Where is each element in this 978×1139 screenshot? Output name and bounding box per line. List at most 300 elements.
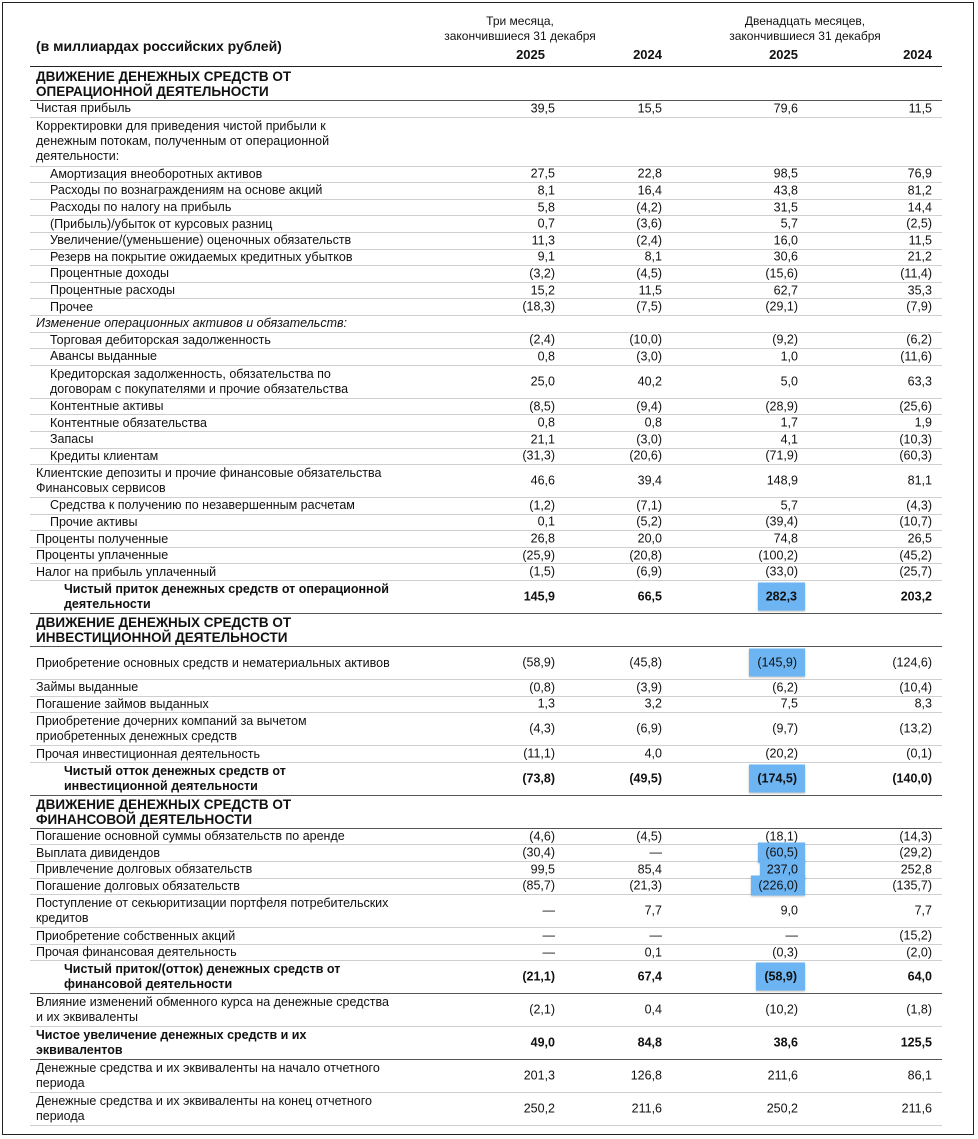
- value-cell: [862, 183, 932, 198]
- cell-value: —: [649, 845, 662, 860]
- value-cell: [728, 1036, 798, 1051]
- row-label: Приобретение дочерних компаний за вычетом приобретенных денежных средств: [36, 714, 307, 744]
- cell-value: 76,9: [907, 166, 932, 181]
- cell-value: —: [649, 928, 662, 943]
- value-cell: [862, 167, 932, 182]
- cell-value: (25,7): [899, 564, 932, 579]
- value-cell: [862, 233, 932, 248]
- value-cell: [728, 183, 798, 198]
- row-label: Авансы выданные: [50, 349, 158, 364]
- table-row: [30, 531, 942, 548]
- value-cell: [485, 846, 555, 861]
- value-cell: [862, 1102, 932, 1117]
- row-label: Резерв на покрытие ожидаемых кредитных убытков: [50, 249, 353, 264]
- cell-value: 148,9: [766, 473, 798, 488]
- value-cell: [592, 548, 662, 563]
- value-cell: [862, 697, 932, 712]
- row-label: ДВИЖЕНИЕ ДЕНЕЖНЫХ СРЕДСТВ ОТ ОПЕРАЦИОННОЙ ДЕЯТЕЛЬНОСТИ: [36, 69, 292, 99]
- value-cell: [592, 399, 662, 414]
- cell-value: 31,5: [773, 200, 798, 215]
- value-cell: [728, 680, 798, 695]
- value-cell: [485, 680, 555, 695]
- cell-value: (4,6): [529, 829, 555, 844]
- cell-value: (3,2): [529, 266, 555, 281]
- value-cell: [592, 747, 662, 762]
- row-label: Контентные обязательства: [50, 415, 207, 430]
- cash-flow-table: [30, 68, 942, 1126]
- highlighted-value: (226,0): [751, 876, 805, 896]
- value-cell: [592, 829, 662, 844]
- value-cell: [862, 432, 932, 447]
- value-cell: [862, 399, 932, 414]
- highlighted-value: 237,0: [760, 859, 805, 879]
- row-label: Денежные средства и их эквиваленты на конец отчетного периода: [36, 1094, 372, 1124]
- row-label: Погашение займов выданных: [36, 696, 209, 711]
- cell-value: 40,2: [637, 374, 662, 389]
- value-cell: [862, 200, 932, 215]
- value-cell: [728, 1069, 798, 1084]
- cell-value: 98,5: [773, 166, 798, 181]
- row-label: Выплата дивидендов: [36, 845, 161, 860]
- value-cell: [862, 374, 932, 389]
- cell-value: (25,6): [899, 399, 932, 414]
- cell-value: 39,5: [530, 101, 555, 116]
- value-cell: [728, 515, 798, 530]
- cell-value: (4,3): [906, 498, 932, 513]
- value-cell: [592, 374, 662, 389]
- year-header: 2025: [516, 47, 545, 62]
- table-row: [30, 183, 942, 200]
- value-cell: [592, 565, 662, 580]
- row-label: Приобретение основных средств и нематериальных активов: [36, 655, 390, 670]
- value-cell: [592, 250, 662, 265]
- value-cell: [728, 101, 798, 116]
- value-cell: [862, 904, 932, 919]
- value-cell: [485, 498, 555, 513]
- cell-value: (3,9): [636, 680, 662, 695]
- row-label: Увеличение/(уменьшение) оценочных обязательств: [50, 233, 352, 248]
- table-row: [30, 449, 942, 466]
- value-cell: [592, 101, 662, 116]
- cell-value: 0,4: [644, 1002, 662, 1017]
- table-row: [30, 498, 942, 515]
- cell-value: (1,5): [529, 564, 555, 579]
- value-cell: [592, 233, 662, 248]
- value-cell: [728, 904, 798, 919]
- cell-value: (3,0): [636, 432, 662, 447]
- group-sublabel: закончившиеся 31 декабря: [444, 29, 596, 43]
- value-cell: [592, 498, 662, 513]
- value-cell: [728, 399, 798, 414]
- value-cell: [592, 771, 662, 786]
- table-row: [30, 647, 942, 680]
- cell-value: (14,3): [899, 829, 932, 844]
- cell-value: 126,8: [630, 1068, 662, 1083]
- table-row: [30, 1060, 942, 1093]
- row-label: Кредиты клиентам: [50, 448, 159, 463]
- row-label: Приобретение собственных акций: [36, 928, 236, 943]
- value-cell: [592, 532, 662, 547]
- cell-value: (135,7): [892, 878, 932, 893]
- cell-value: —: [785, 928, 798, 943]
- cell-value: (28,9): [765, 399, 798, 414]
- value-cell: [728, 432, 798, 447]
- value-cell: [728, 747, 798, 762]
- cell-value: (7,5): [636, 299, 662, 314]
- value-cell: [592, 722, 662, 737]
- value-cell: [485, 300, 555, 315]
- table-row: [30, 1093, 942, 1126]
- cell-value: (124,6): [892, 655, 932, 670]
- cell-value: (2,0): [906, 945, 932, 960]
- cell-value: (20,2): [765, 746, 798, 761]
- row-label: Расходы по вознаграждениям на основе акций: [50, 183, 323, 198]
- value-cell: [728, 697, 798, 712]
- cell-value: 125,5: [900, 1035, 932, 1050]
- cell-value: 22,8: [637, 166, 662, 181]
- row-label: Чистый отток денежных средств от инвестиционной деятельности: [64, 763, 286, 793]
- row-label: Кредиторская задолженность, обязательства по договорам с покупателями и прочие обязательства: [50, 366, 349, 396]
- cell-value: 3,2: [644, 696, 662, 711]
- row-label: ДВИЖЕНИЕ ДЕНЕЖНЫХ СРЕДСТВ ОТ ИНВЕСТИЦИОННОЙ ДЕЯТЕЛЬНОСТИ: [36, 615, 292, 646]
- value-cell: [728, 1003, 798, 1018]
- value-cell: [728, 548, 798, 563]
- row-label: Контентные активы: [50, 399, 164, 414]
- row-label: Процентные доходы: [50, 266, 169, 281]
- value-cell: [862, 722, 932, 737]
- highlighted-value: (145,9): [749, 649, 805, 677]
- row-label: Средства к получению по незавершенным расчетам: [50, 498, 355, 513]
- value-cell: [862, 929, 932, 944]
- cell-value: 66,5: [637, 589, 662, 604]
- row-label: Расходы по налогу на прибыль: [50, 200, 232, 215]
- cell-value: (15,2): [899, 928, 932, 943]
- value-cell: [592, 200, 662, 215]
- cell-value: 16,4: [637, 183, 662, 198]
- value-cell: [592, 432, 662, 447]
- cell-value: 11,3: [531, 233, 555, 248]
- value-cell: [728, 565, 798, 580]
- cell-value: (29,1): [765, 299, 798, 314]
- value-cell: [592, 862, 662, 877]
- cell-value: 1,0: [780, 349, 798, 364]
- value-cell: [592, 1036, 662, 1051]
- table-row: [30, 250, 942, 267]
- table-row: [30, 415, 942, 432]
- row-label: Проценты уплаченные: [36, 548, 169, 563]
- cell-value: (8,5): [529, 399, 555, 414]
- value-cell: [862, 515, 932, 530]
- value-cell: [485, 722, 555, 737]
- cell-value: (4,2): [636, 200, 662, 215]
- cell-value: 4,1: [780, 432, 798, 447]
- cell-value: 15,2: [530, 283, 555, 298]
- cell-value: (6,9): [636, 721, 662, 736]
- value-cell: [862, 349, 932, 364]
- value-cell: [862, 565, 932, 580]
- value-cell: [862, 300, 932, 315]
- value-cell: [862, 498, 932, 513]
- row-label: Проценты полученные: [36, 531, 169, 546]
- cell-value: 11,5: [638, 283, 662, 298]
- table-row: [30, 713, 942, 746]
- cell-value: 11,5: [908, 233, 932, 248]
- cell-value: 8,1: [537, 183, 555, 198]
- cell-value: (0,3): [772, 945, 798, 960]
- group-sublabel: закончившиеся 31 декабря: [729, 29, 881, 43]
- table-row: [30, 465, 942, 498]
- table-row: [30, 515, 942, 532]
- cell-value: (13,2): [899, 721, 932, 736]
- cell-value: (9,7): [772, 721, 798, 736]
- value-cell: [728, 474, 798, 489]
- cell-value: 14,4: [907, 200, 932, 215]
- value-cell: [485, 747, 555, 762]
- cell-value: 15,5: [637, 101, 662, 116]
- cell-value: 99,5: [530, 862, 555, 877]
- cell-value: 46,6: [530, 473, 555, 488]
- table-row: [30, 167, 942, 184]
- cell-value: 26,8: [530, 531, 555, 546]
- row-label: Торговая дебиторская задолженность: [50, 332, 271, 347]
- value-cell: [862, 656, 932, 671]
- column-group-twelve-months: [700, 14, 910, 44]
- cell-value: 250,2: [766, 1101, 798, 1116]
- cell-value: 8,1: [644, 249, 662, 264]
- value-cell: [485, 233, 555, 248]
- cell-value: 63,3: [907, 374, 932, 389]
- value-cell: [862, 879, 932, 894]
- row-label: Прочее: [50, 299, 94, 314]
- row-label: Запасы: [50, 432, 94, 447]
- cell-value: 21,1: [530, 432, 555, 447]
- total-row: [30, 961, 942, 994]
- row-label: Погашение основной суммы обязательств по аренде: [36, 829, 345, 844]
- value-cell: [862, 101, 932, 116]
- row-label: Привлечение долговых обязательств: [36, 862, 253, 877]
- value-cell: [592, 515, 662, 530]
- value-cell: [728, 929, 798, 944]
- cell-value: 7,7: [914, 903, 932, 918]
- row-label: Поступление от секьюритизации портфеля потребительских кредитов: [36, 896, 389, 926]
- value-cell: [485, 349, 555, 364]
- cell-value: (4,3): [529, 721, 555, 736]
- cell-value: 211,6: [901, 1101, 932, 1116]
- value-cell: [862, 945, 932, 960]
- table-row: [30, 283, 942, 300]
- row-label: Чистое увеличение денежных средств и их эквивалентов: [36, 1028, 307, 1058]
- cell-value: (21,1): [522, 969, 555, 984]
- value-cell: [592, 1003, 662, 1018]
- value-cell: [485, 970, 555, 985]
- table-row: [30, 399, 942, 416]
- cell-value: 145,9: [523, 589, 555, 604]
- value-cell: [728, 333, 798, 348]
- cell-value: (6,2): [906, 332, 932, 347]
- value-cell: [485, 101, 555, 116]
- value-cell: [485, 250, 555, 265]
- cell-value: 5,7: [780, 498, 798, 513]
- cell-value: 84,8: [637, 1035, 662, 1050]
- row-label: Прочая инвестиционная деятельность: [36, 746, 260, 761]
- cell-value: (71,9): [765, 448, 798, 463]
- cell-value: 1,3: [537, 696, 555, 711]
- cell-value: (6,9): [636, 564, 662, 579]
- cell-value: —: [542, 903, 555, 918]
- cell-value: —: [542, 928, 555, 943]
- cell-value: 203,2: [900, 589, 932, 604]
- value-cell: [862, 283, 932, 298]
- value-cell: [485, 929, 555, 944]
- cell-value: (49,5): [629, 771, 662, 786]
- cell-value: (2,4): [636, 233, 662, 248]
- value-cell: [592, 333, 662, 348]
- cell-value: (4,5): [636, 829, 662, 844]
- cell-value: 43,8: [773, 183, 798, 198]
- table-row: [30, 118, 942, 167]
- table-row: [30, 862, 942, 879]
- cell-value: (21,3): [629, 878, 662, 893]
- value-cell: [485, 432, 555, 447]
- value-cell: [728, 416, 798, 431]
- value-cell: [485, 862, 555, 877]
- cell-value: (10,0): [629, 332, 662, 347]
- cell-value: 7,5: [780, 696, 798, 711]
- cell-value: (100,2): [758, 548, 798, 563]
- cell-value: 16,0: [773, 233, 798, 248]
- cell-value: 5,7: [780, 216, 798, 231]
- cell-value: (10,4): [899, 680, 932, 695]
- value-cell: [862, 250, 932, 265]
- value-cell: [485, 515, 555, 530]
- table-row: [30, 845, 942, 862]
- value-cell: [862, 1069, 932, 1084]
- cell-value: 7,7: [644, 903, 662, 918]
- cell-value: (20,8): [629, 548, 662, 563]
- value-cell: [485, 283, 555, 298]
- table-row: [30, 333, 942, 350]
- cell-value: 5,0: [780, 374, 798, 389]
- year-header: 2025: [769, 47, 798, 62]
- value-cell: [485, 217, 555, 232]
- value-cell: [592, 904, 662, 919]
- cell-value: 67,4: [637, 969, 662, 984]
- year-header: 2024: [903, 47, 932, 62]
- cell-value: 79,6: [773, 101, 798, 116]
- cell-value: (60,3): [899, 448, 932, 463]
- value-cell: [592, 283, 662, 298]
- cell-value: (0,8): [529, 680, 555, 695]
- cell-value: (25,9): [522, 548, 555, 563]
- cell-value: (1,2): [529, 498, 555, 513]
- cell-value: (3,0): [636, 349, 662, 364]
- cell-value: (7,9): [906, 299, 932, 314]
- cell-value: 0,1: [537, 514, 555, 529]
- table-row: [30, 200, 942, 217]
- cell-value: 0,8: [644, 415, 662, 430]
- cell-value: (2,5): [906, 216, 932, 231]
- value-cell: [862, 532, 932, 547]
- row-label: Чистая прибыль: [36, 101, 131, 116]
- row-label: Влияние изменений обменного курса на денежные средства и их эквиваленты: [36, 995, 389, 1025]
- cell-value: (18,3): [522, 299, 555, 314]
- value-cell: [485, 656, 555, 671]
- value-cell: [728, 656, 798, 671]
- value-cell: [592, 217, 662, 232]
- value-cell: [862, 747, 932, 762]
- cell-value: 30,6: [773, 249, 798, 264]
- group-label: Три месяца,: [486, 14, 554, 28]
- row-label: Прочие активы: [50, 514, 138, 529]
- cell-value: 49,0: [530, 1035, 555, 1050]
- value-cell: [592, 1102, 662, 1117]
- cell-value: 201,3: [523, 1068, 555, 1083]
- cell-value: (31,3): [522, 448, 555, 463]
- cell-value: 9,0: [780, 903, 798, 918]
- column-group-three-months: [420, 14, 620, 44]
- value-cell: [728, 200, 798, 215]
- cell-value: (85,7): [522, 878, 555, 893]
- cell-value: 1,9: [914, 415, 932, 430]
- cell-value: (45,8): [629, 655, 662, 670]
- value-cell: [485, 399, 555, 414]
- value-cell: [485, 266, 555, 281]
- cell-value: 0,1: [644, 945, 662, 960]
- row-label: Изменение операционных активов и обязательств:: [36, 316, 347, 331]
- units-title: (в миллиардах российских рублей): [36, 38, 282, 54]
- value-cell: [728, 233, 798, 248]
- row-label: Займы выданные: [36, 680, 139, 695]
- group-label: Двенадцать месяцев,: [744, 14, 866, 28]
- cell-value: 74,8: [773, 531, 798, 546]
- value-cell: [485, 565, 555, 580]
- value-cell: [862, 970, 932, 985]
- table-row: [30, 432, 942, 449]
- table-row: [30, 829, 942, 846]
- cell-value: (7,1): [636, 498, 662, 513]
- table-row: [30, 564, 942, 581]
- cell-value: (6,2): [772, 680, 798, 695]
- value-cell: [485, 167, 555, 182]
- value-cell: [592, 680, 662, 695]
- cell-value: 86,1: [907, 1068, 932, 1083]
- cell-value: (58,9): [522, 655, 555, 670]
- value-cell: [485, 771, 555, 786]
- row-label: Денежные средства и их эквиваленты на начало отчетного периода: [36, 1061, 380, 1091]
- cell-value: (73,8): [522, 771, 555, 786]
- cell-value: (11,6): [900, 349, 932, 364]
- cell-value: 252,8: [900, 862, 932, 877]
- table-row: [30, 233, 942, 250]
- cell-value: (20,6): [629, 448, 662, 463]
- cell-value: (18,1): [765, 829, 798, 844]
- cell-value: (5,2): [636, 514, 662, 529]
- value-cell: [485, 449, 555, 464]
- value-cell: [728, 449, 798, 464]
- cell-value: (0,1): [906, 746, 932, 761]
- cell-value: 21,2: [907, 249, 932, 264]
- total-row: [30, 1027, 942, 1060]
- cell-value: 38,6: [773, 1035, 798, 1050]
- value-cell: [485, 829, 555, 844]
- value-cell: [728, 266, 798, 281]
- value-cell: [485, 416, 555, 431]
- value-cell: [592, 656, 662, 671]
- table-row: [30, 879, 942, 896]
- value-cell: [862, 548, 932, 563]
- value-cell: [592, 167, 662, 182]
- value-cell: [485, 333, 555, 348]
